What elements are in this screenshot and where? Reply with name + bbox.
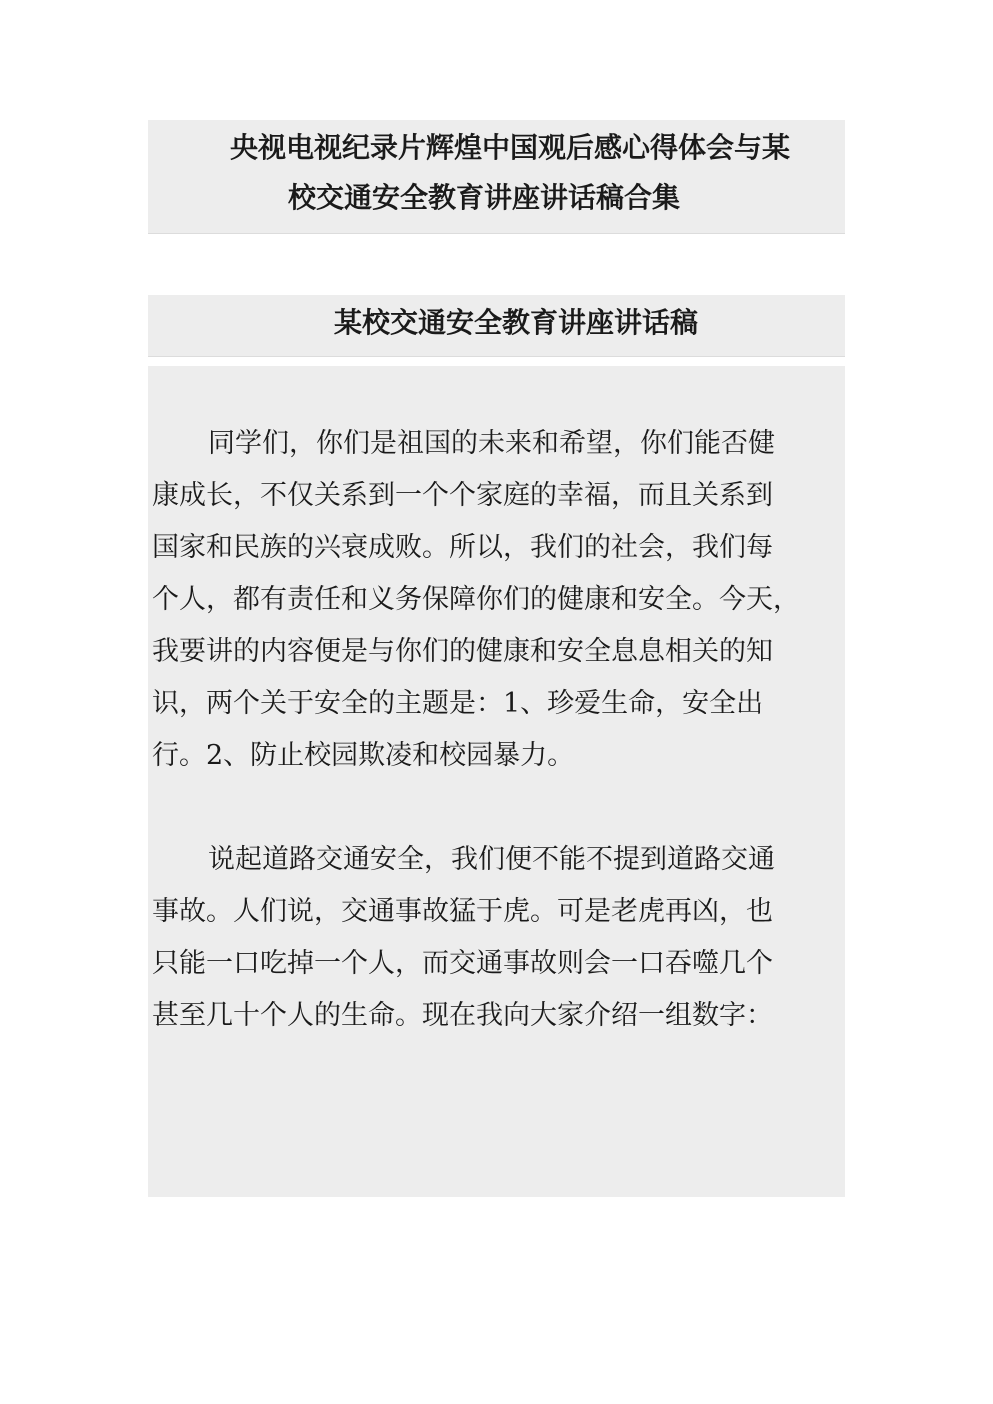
paragraph-line: 只能一口吃掉一个人，而交通事故则会一口吞噬几个 <box>152 948 773 979</box>
section-heading-block <box>148 295 845 357</box>
paragraph-line: 事故。人们说，交通事故猛于虎。可是老虎再凶，也 <box>152 896 773 927</box>
paragraph-line: 我要讲的内容便是与你们的健康和安全息息相关的知 <box>152 636 773 667</box>
document-title-block <box>148 120 845 234</box>
paragraph-2 <box>152 834 852 1042</box>
paragraph-line: 同学们，你们是祖国的未来和希望，你们能否健 <box>208 428 775 459</box>
document-title-line-1: 央视电视纪录片辉煌中国观后感心得体会与某 <box>230 131 791 164</box>
paragraph-line: 国家和民族的兴衰成败。所以，我们的社会，我们每 <box>152 532 773 563</box>
paragraph-1 <box>152 418 852 782</box>
paragraph-line: 行。2、防止校园欺凌和校园暴力。 <box>152 740 575 771</box>
paragraph-line: 康成长，不仅关系到一个个家庭的幸福，而且关系到 <box>152 480 773 511</box>
paragraph-line: 个人，都有责任和义务保障你们的健康和安全。今天， <box>152 584 800 615</box>
paragraph-line: 识，两个关于安全的主题是：1、珍爱生命，安全出 <box>152 688 764 719</box>
document-title-line-2: 校交通安全教育讲座讲话稿合集 <box>288 181 681 214</box>
paragraph-line: 说起道路交通安全，我们便不能不提到道路交通 <box>208 844 775 875</box>
paragraph-line: 甚至几十个人的生命。现在我向大家介绍一组数字： <box>152 1000 773 1031</box>
document-body <box>148 366 845 1197</box>
section-heading: 某校交通安全教育讲座讲话稿 <box>334 306 699 339</box>
